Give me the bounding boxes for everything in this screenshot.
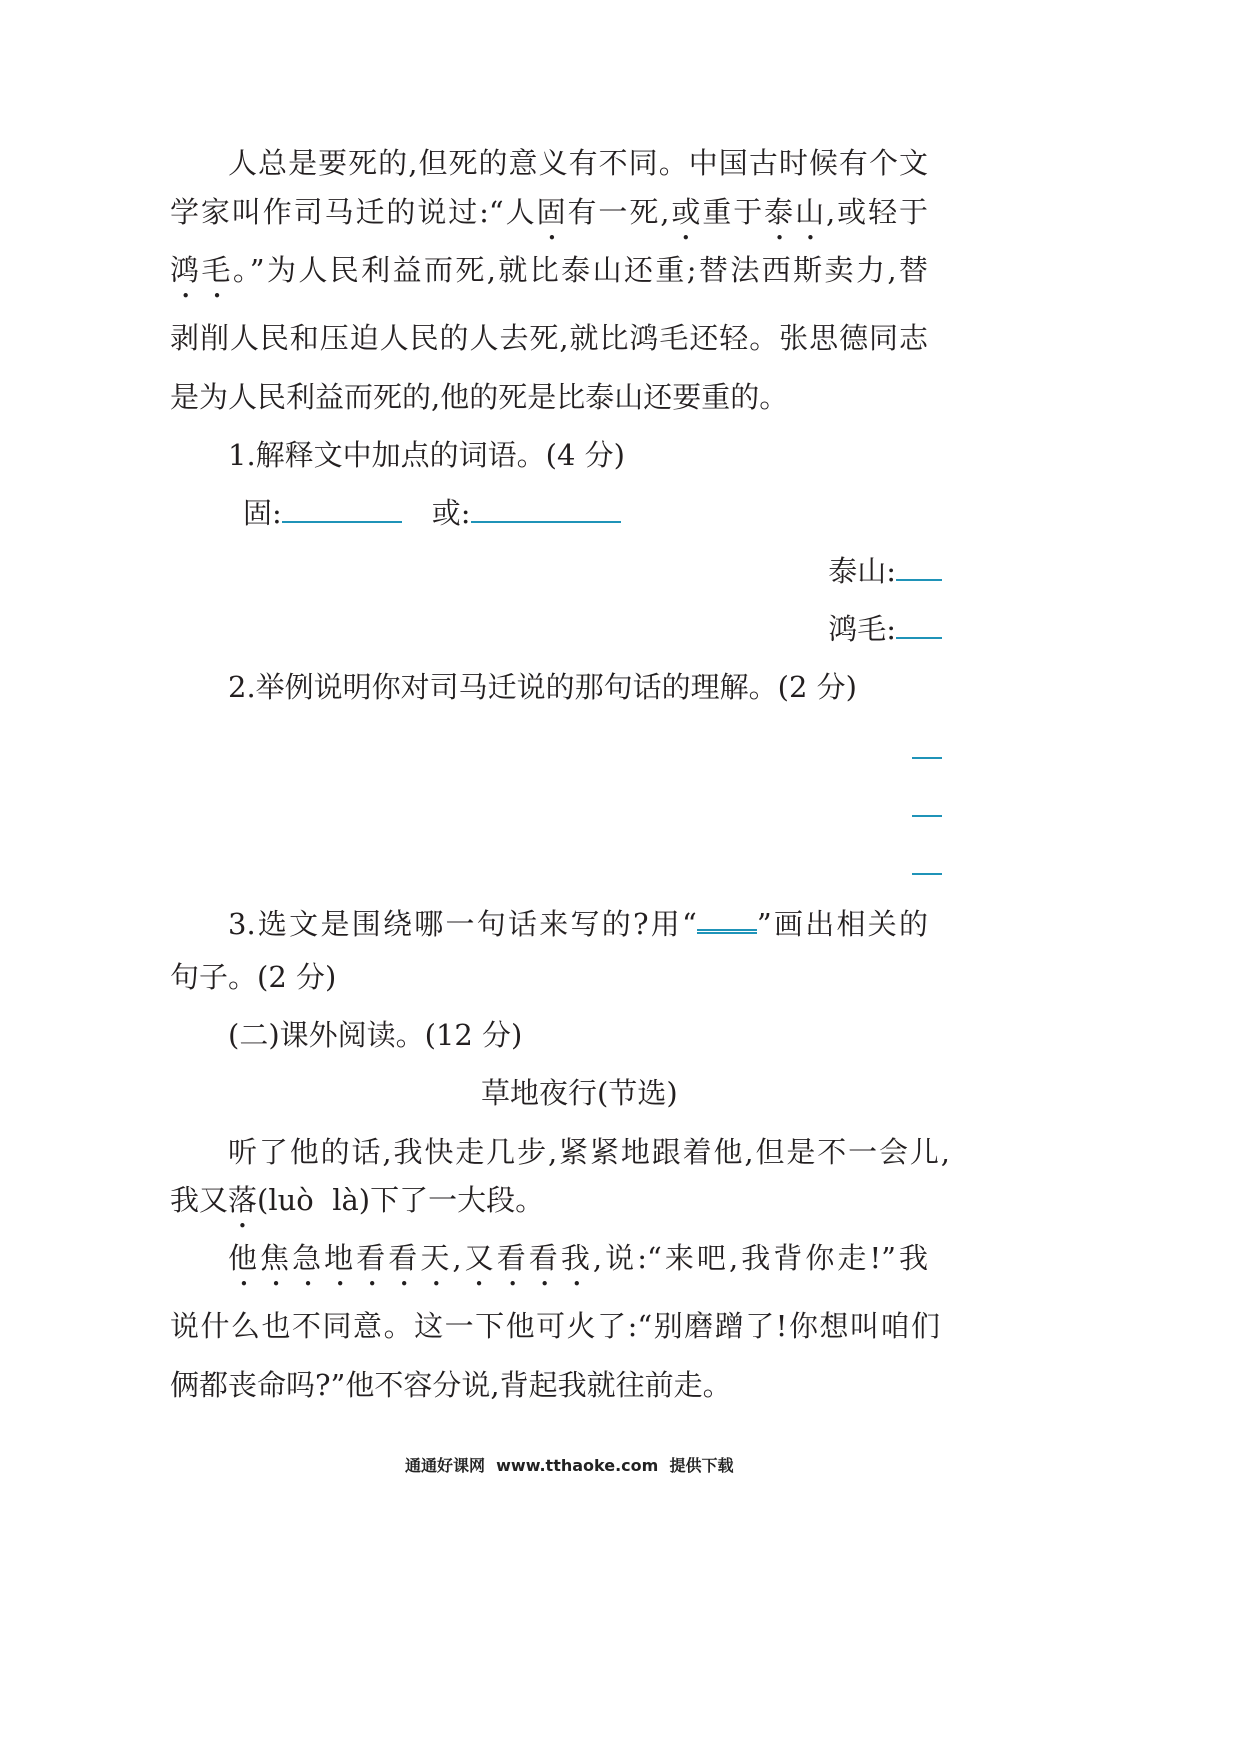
passage1-line-2 [170,194,928,230]
passage2-line-1: 听了他的话,我快走几步,紧紧地跟着他,但是不一会儿, [228,1135,950,1169]
emphasized-word-taishan: 泰山 [764,195,827,229]
term-gu-label: 固: [243,496,282,530]
answer-line-3 [912,873,942,875]
passage1-line-5: 是为人民利益而死的,他的死是比泰山还要重的。 [170,380,789,414]
text-segment: 重于 [702,195,765,229]
pinyin-choice: (luò là)下了一大段。 [257,1183,545,1217]
passage2-line-2 [170,1182,544,1218]
passage2-line-4: 说什么也不同意。这一下他可火了:“别磨蹭了!你想叫咱们 [170,1309,940,1343]
answer-blank-hongmao [896,611,942,639]
question-3-line-1 [228,901,928,941]
text-segment: ”画出相关的 [756,907,928,941]
emphasized-word-huo: 或 [669,195,703,229]
answer-line-1 [912,757,942,759]
footer-source: 通通好课网 www.tthaoke.com 提供下载 [405,1456,734,1475]
passage1-line-4: 剥削人民和压迫人民的人去死,就比鸿毛还轻。张思德同志 [170,321,928,355]
passage1-line-3 [170,252,928,288]
answer-blank-huo [471,495,621,523]
question-1-text: 1.解释文中加点的词语。(4 分) [228,438,625,472]
text-segment: 3.选文是围绕哪一句话来写的?用“ [228,907,697,941]
question-2-text: 2.举例说明你对司马迁说的那句话的理解。(2 分) [228,670,857,704]
passage2-line-3 [228,1240,928,1276]
double-underline-mark [697,901,757,934]
term-huo-label: 或: [431,496,471,530]
question-1-answer-taishan [828,553,942,589]
section-2-heading: (二)课外阅读。(12 分) [228,1018,523,1052]
answer-blank-gu [282,495,402,523]
text-segment: ,说:“来吧,我背你走!”我 [592,1241,929,1275]
term-hongmao-label: 鸿毛: [828,612,896,646]
text-segment: ,或轻于 [826,195,928,229]
term-taishan-label: 泰山: [828,554,896,588]
reading-title: 草地夜行(节选) [481,1076,678,1110]
question-1-answer-hongmao [828,611,942,647]
answer-line-2 [912,815,942,817]
emphasized-word-gu: 固 [536,195,568,229]
question-1-answer-row [243,495,621,531]
text-segment: 我又 [170,1183,229,1217]
passage2-line-5: 俩都丧命吗?”他不容分说,背起我就往前走。 [170,1368,732,1402]
passage1-line-1: 人总是要死的,但死的意义有不同。中国古时候有个文 [228,146,928,180]
emphasized-phrase: 他焦急地看看天,又看看我 [228,1241,593,1275]
question-3-line-2: 句子。(2 分) [170,960,337,994]
text-segment: 。”为人民利益而死,就比泰山还重;替法西斯卖力,替 [232,253,928,287]
emphasized-word-hongmao: 鸿毛 [170,253,233,287]
text-segment: 有一死, [567,195,670,229]
answer-blank-taishan [896,553,942,581]
emphasized-word-luo: 落 [228,1183,258,1217]
text-segment: 学家叫作司马迁的说过:“人 [170,195,537,229]
